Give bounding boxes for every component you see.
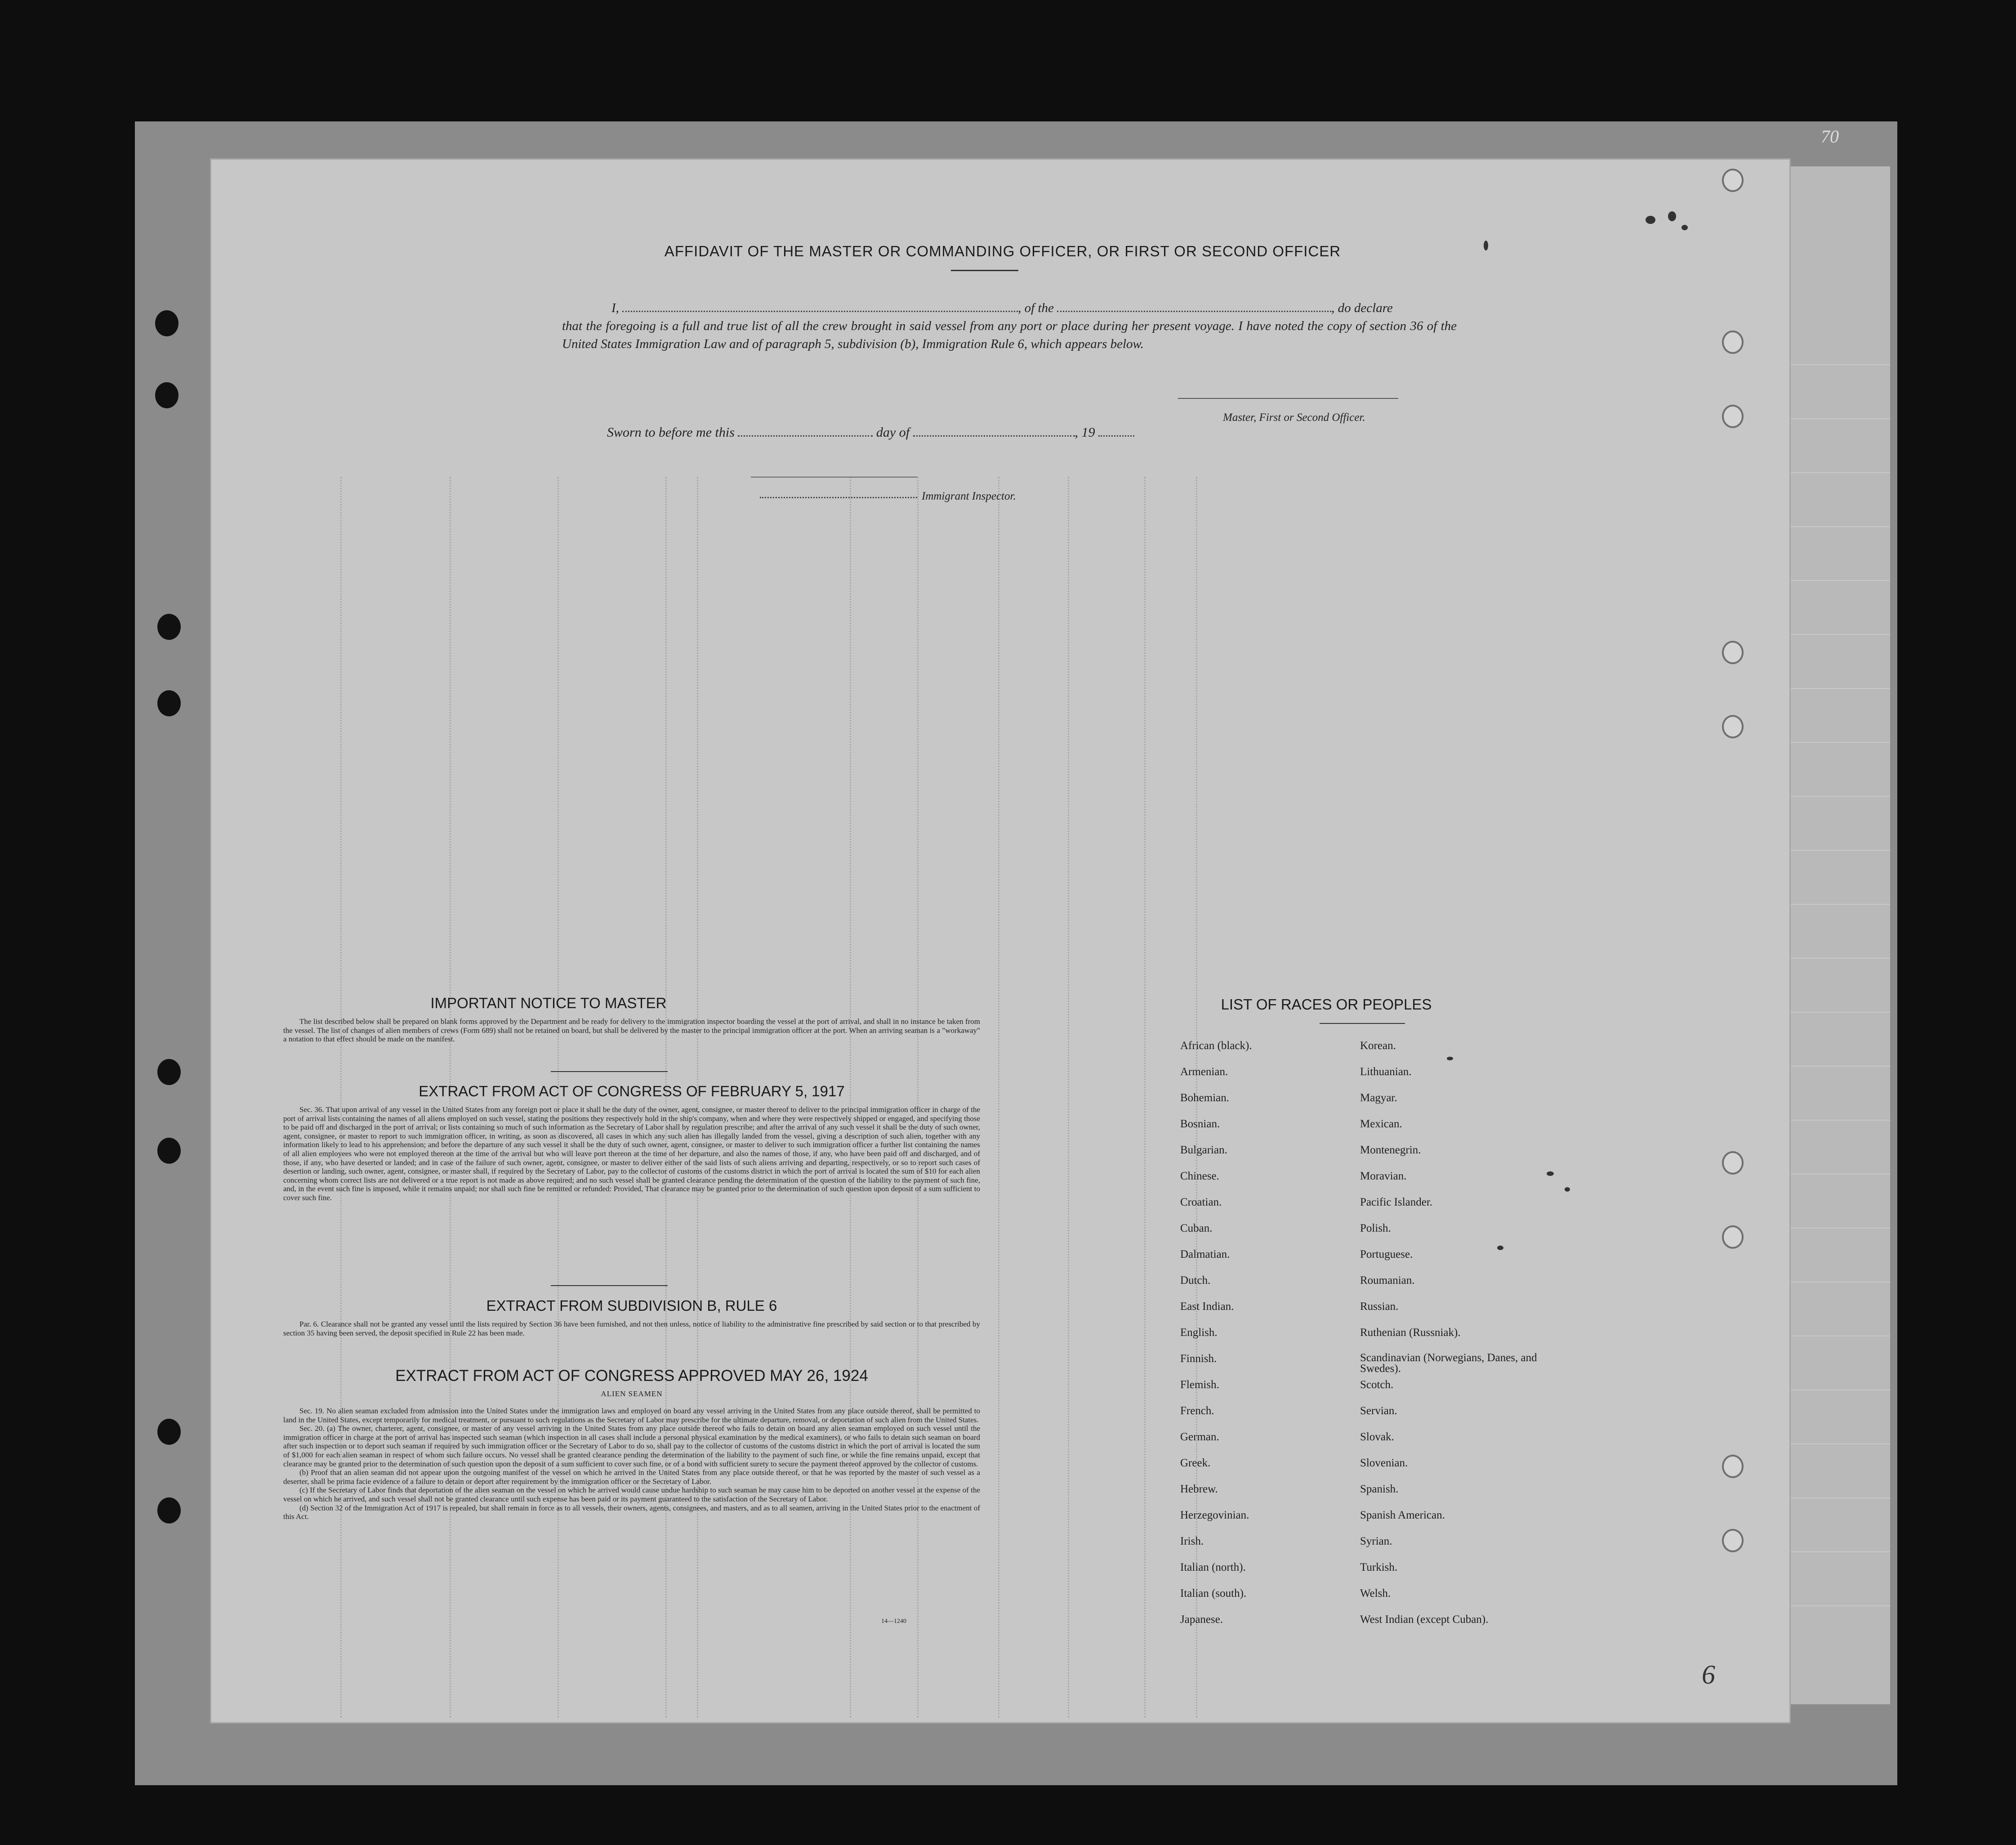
race-item: Italian (south). <box>1180 1587 1247 1599</box>
ink-speck <box>1447 1057 1453 1060</box>
race-item: Japanese. <box>1180 1613 1223 1626</box>
race-item: Polish. <box>1360 1222 1391 1234</box>
sec-20c-paragraph: (c) If the Secretary of Labor finds that deportation of the alien seaman on the vessel on which he arrived would cause undue hardship to such seaman he may cause him to be deported on another vessel at the expense of the vessel on which he arrived, and such vessel shall not be granted clearance until such expense has been paid or its payment guaranteed to the satisfaction of the Secretary of Labor. <box>283 1486 980 1503</box>
punch-hole <box>157 614 181 640</box>
race-item: Syrian. <box>1360 1535 1392 1547</box>
extract-rule6-paragraph: Par. 6. Clearance shall not be granted any vessel until the lists required by Section 36 have been furnished, and not then unless, notice of liability to the administrative fine prescribed by said section or to that prescribed by section 35 having been served, the deposit specified in Rule 22 has been made. <box>283 1320 980 1337</box>
punch-hole <box>1722 1151 1744 1175</box>
ink-speck <box>1681 225 1688 230</box>
race-item: Ruthenian (Russniak). <box>1360 1327 1461 1339</box>
races-title: LIST OF RACES OR PEOPLES <box>1221 996 1432 1013</box>
punch-hole <box>1722 641 1744 664</box>
race-item: Hebrew. <box>1180 1483 1218 1495</box>
affidavit-declaration <box>562 299 1457 353</box>
sworn-line <box>607 425 1134 440</box>
race-item: Greek. <box>1180 1457 1211 1469</box>
race-item: Mexican. <box>1360 1118 1402 1130</box>
race-item: Russian. <box>1360 1300 1399 1313</box>
race-item: Bosnian. <box>1180 1118 1220 1130</box>
races-underline <box>1320 1023 1405 1024</box>
punch-hole <box>157 690 181 716</box>
punch-hole <box>1722 1529 1744 1552</box>
column-line <box>998 477 1001 1718</box>
race-item: Irish. <box>1180 1535 1204 1547</box>
sworn-day-blank[interactable] <box>738 431 873 437</box>
race-item: Bohemian. <box>1180 1092 1230 1104</box>
do-declare-label: , do declare <box>1331 301 1393 315</box>
punch-hole <box>1722 1225 1744 1249</box>
race-item: Finnish. <box>1180 1353 1217 1365</box>
ink-speck <box>1484 241 1488 250</box>
punch-hole <box>157 1419 181 1445</box>
column-line <box>1144 477 1147 1718</box>
race-item: West Indian (except Cuban). <box>1360 1613 1489 1626</box>
race-item: Dutch. <box>1180 1274 1211 1287</box>
race-item: Scotch. <box>1360 1379 1394 1391</box>
race-item: Spanish. <box>1360 1483 1399 1495</box>
race-item: Slovak. <box>1360 1431 1394 1443</box>
notice-body <box>283 1017 980 1044</box>
vessel-blank[interactable] <box>1057 306 1331 312</box>
punch-hole <box>1722 1455 1744 1478</box>
sec-20b-paragraph: (b) Proof that an alien seaman did not appear upon the outgoing manifest of the vessel on which he arrived in the United States from any place outside thereof, or that he was reported by the master of such vessel as a deserter, shall be prima facie evidence of a failure to detain or deport after requirement by the immigration officer or the Secretary of Labor. <box>283 1468 980 1486</box>
race-item: Herzegovinian. <box>1180 1509 1249 1521</box>
race-item: Korean. <box>1360 1040 1396 1052</box>
race-item: African (black). <box>1180 1040 1252 1052</box>
punch-hole <box>157 1059 181 1085</box>
race-item: Cuban. <box>1180 1222 1213 1234</box>
race-item: Dalmatian. <box>1180 1248 1230 1260</box>
sworn-prefix: Sworn to before me this <box>607 425 735 440</box>
race-item: Scandinavian (Norwegians, Danes, and Swedes). <box>1360 1352 1537 1375</box>
separator <box>551 1285 668 1286</box>
race-item: Slovenian. <box>1360 1457 1408 1469</box>
race-item: Bulgarian. <box>1180 1144 1227 1156</box>
form-number: 14—1240 <box>881 1618 906 1625</box>
punch-hole <box>1722 169 1744 192</box>
race-item: French. <box>1180 1405 1214 1417</box>
punch-hole <box>155 310 178 336</box>
punch-hole <box>1722 331 1744 354</box>
race-item: Portuguese. <box>1360 1248 1413 1260</box>
race-item: Pacific Islander. <box>1360 1196 1433 1208</box>
notice-paragraph: The list described below shall be prepared on blank forms approved by the Department and be ready for delivery to the immigration inspector boarding the vessel at the port of arrival, and shall in no instance be taken from the vessel. The list of changes of alien members of crews (Form 689) shall not be retained on board, but shall be delivered by the master to the principal immigration officer at the port. When an arriving seaman is a "workaway" a notation to that effect should be made on the manifest. <box>283 1017 980 1044</box>
races-right-column <box>1360 1040 1540 1640</box>
race-item: German. <box>1180 1431 1219 1443</box>
race-item: Welsh. <box>1360 1587 1391 1599</box>
race-item: Armenian. <box>1180 1066 1228 1078</box>
extract-1924-title: EXTRACT FROM ACT OF CONGRESS APPROVED MAY 26, 1924 <box>395 1367 868 1385</box>
extract-1917-title: EXTRACT FROM ACT OF CONGRESS OF FEBRUARY 5, 1917 <box>419 1083 845 1099</box>
master-signature-line[interactable] <box>1178 398 1398 399</box>
race-item: Chinese. <box>1180 1170 1219 1182</box>
inspector-signature-line-1[interactable] <box>751 477 917 478</box>
separator <box>551 1071 668 1072</box>
inspector-label: Immigrant Inspector. <box>922 490 1016 502</box>
punch-hole <box>157 1138 181 1164</box>
extract-1924-body <box>283 1407 980 1521</box>
race-item: Croatian. <box>1180 1196 1222 1208</box>
i-label: I, <box>611 301 619 315</box>
notice-title: IMPORTANT NOTICE TO MASTER <box>430 995 667 1011</box>
race-item: Montenegrin. <box>1360 1144 1421 1156</box>
ink-speck <box>1547 1171 1554 1176</box>
day-of-label: day of <box>876 425 910 440</box>
sworn-month-blank[interactable] <box>913 431 1075 437</box>
punch-hole <box>1722 715 1744 738</box>
extract-1924-subtitle: ALIEN SEAMEN <box>601 1389 663 1398</box>
of-the-label: , of the <box>1018 301 1054 315</box>
column-line <box>1068 477 1070 1718</box>
race-item: Magyar. <box>1360 1092 1397 1104</box>
ink-speck <box>1668 211 1676 221</box>
affidavit-body: that the foregoing is a full and true list of all the crew brought in said vessel from any port or place during her present voyage. I have noted the copy of section 36 of the United States Immigration Law and of paragraph 5, subdivision (b), Immigration Rule 6, which appears below. <box>562 319 1457 351</box>
master-label: Master, First or Second Officer. <box>1223 411 1365 424</box>
sworn-year-blank[interactable] <box>1098 431 1134 437</box>
race-item: Turkish. <box>1360 1561 1398 1573</box>
race-item: Italian (north). <box>1180 1561 1246 1573</box>
race-item: Spanish American. <box>1360 1509 1445 1521</box>
ink-speck <box>1565 1187 1570 1192</box>
extract-1917-paragraph: Sec. 36. That upon arrival of any vessel in the United States from any foreign port or place it shall be the duty of the owner, agent, consignee, or master thereof to deliver to the principal immigration officer in charge of the port of arrival lists containing the names of all aliens employed on such vessel, stating the positions they respectively hold in the ship's company, when and where they were respectively shipped or engaged, and specifying those to be paid off and discharged in the port of arrival; or lists containing so much of such information as the Secretary of Labor shall by regulation prescribe; and after the arrival of any such vessel it shall be the duty of such owner, agent, consignee, or master to report to such immigration officer, in writing, as soon as discovered, all cases in which any such alien has illegally landed from the vessel, giving a description of such alien, together with any information likely to lead to his apprehension; and before the departure of any such vessel it shall be the duty of such owner, agent, consignee, or master to deliver to such immigration officer a further list containing the names of all alien employees who were not employed thereon at the time of the arrival but who will leave port thereon at the time of her departure, and also the names of those, if any, who have been paid off and discharged, and of those, if any, who have deserted or landed; and in case of the failure of such owner, agent, consignee, or master to deliver either of the said lists of such aliens arriving and departing, respectively, or so to report such cases of desertion or landing, such owner, agent, consignee, or master shall, if required by the Secretary of Labor, pay to the collector of customs of the customs district in which the port of arrival is located the sum of $10 for each alien concerning whom correct lists are not delivered or a true report is not made as above required; and no such vessel shall be granted clearance pending the determination of the question of the liability to the payment of such fine, and, in the event such fine is imposed, while it remains unpaid; nor shall such fine be remitted or refunded: Provided, That clearance may be granted prior to the determination of such question upon deposit of a sum sufficient to cover such fine. <box>283 1105 980 1202</box>
punch-hole <box>1722 405 1744 428</box>
ink-speck <box>1497 1246 1503 1250</box>
affidavit-title: AFFIDAVIT OF THE MASTER OR COMMANDING OFFICER, OR FIRST OR SECOND OFFICER <box>664 243 1341 259</box>
extract-rule6-body <box>283 1320 980 1337</box>
inspector-signature-line-2[interactable] <box>760 492 917 498</box>
race-item: Flemish. <box>1180 1379 1219 1391</box>
extract-1917-body <box>283 1105 980 1202</box>
sec-20a-paragraph: Sec. 20. (a) The owner, charterer, agent, consignee, or master of any vessel arriving in the United States from any place outside thereof who fails to detain on board any alien seaman employed on such vessel until the immigration officer in charge at the port of arrival has inspected such seaman (which inspection in all cases shall include a personal physical examination by the medical examiners), or who fails to detain such seaman on board after such inspection or to deport such seaman if required by such immigration officer or the Secretary of Labor to do so, shall pay to the collector of customs of the customs district in which the port of arrival is located the sum of $1,000 for each alien seaman in respect of whom such failure occurs. No vessel shall be granted clearance pending the determination of the liability to the payment of such fine, or while the fine remains unpaid, except that clearance may be granted prior to the determination of such question upon the deposit of a sum sufficient to cover such fine, or of a bond with sufficient surety to secure the payment thereof approved by the collector of customs. <box>283 1424 980 1468</box>
races-left-column <box>1180 1040 1342 1640</box>
title-underline <box>951 270 1018 271</box>
race-item: East Indian. <box>1180 1300 1234 1313</box>
extract-rule6-title: EXTRACT FROM SUBDIVISION B, RULE 6 <box>486 1297 777 1314</box>
sec-20d-paragraph: (d) Section 32 of the Immigration Act of 1917 is repealed, but shall remain in force as to all vessels, their owners, agents, consignees, and masters, and as to all seamen, arriving in the United States prior to the enactment of this Act. <box>283 1503 980 1521</box>
year-prefix: , 19 <box>1075 425 1095 440</box>
sec-19-paragraph: Sec. 19. No alien seaman excluded from admission into the United States under the immigration laws and employed on board any vessel arriving in the United States from any place outside thereof, shall be permitted to land in the United States, except temporarily for medical treatment, or pursuant to such regulations as the Secretary of Labor may prescribe for the ultimate departure, removal, or deportation of such alien from the United States. <box>283 1407 980 1424</box>
punch-hole <box>157 1497 181 1523</box>
ink-speck <box>1646 216 1655 224</box>
race-item: Moravian. <box>1360 1170 1407 1182</box>
handwritten-page-mark: 6 <box>1702 1660 1715 1689</box>
name-blank[interactable] <box>622 306 1018 312</box>
race-item: English. <box>1180 1327 1218 1339</box>
handwritten-corner-mark: 70 <box>1821 126 1839 147</box>
punch-hole <box>155 382 178 408</box>
race-item: Servian. <box>1360 1405 1397 1417</box>
race-item: Roumanian. <box>1360 1274 1415 1287</box>
race-item: Lithuanian. <box>1360 1066 1412 1078</box>
